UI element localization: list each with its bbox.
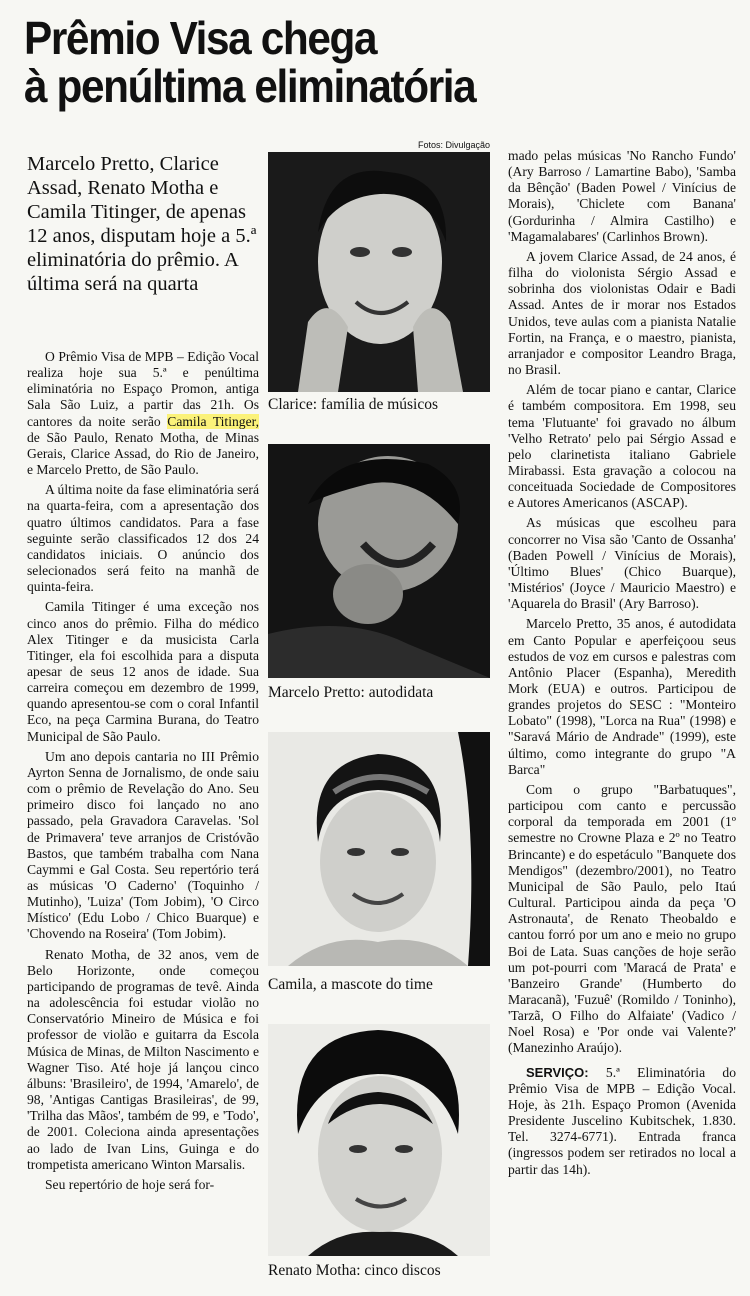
col1-paragraph-3: Camila Titinger é uma exceção nos cinco anos do prêmio. Filha do médico Alex Titinger e da musicista Carla Titinger, ela foi escolhida para a disputa apesar de seus 12 anos de idade. Sua carreira começou em dezembro de 1999, quando apresentou-se com o coral Infantil Eco, na peça Carmina Burana, do Teatro Municipal de São Paulo. bbox=[27, 599, 259, 744]
renato-portrait-image bbox=[268, 1024, 490, 1256]
photo-credit: Fotos: Divulgação bbox=[418, 140, 491, 150]
col3-paragraph-6: Com o grupo "Barbatuques", participou com canto e percussão corporal da temporada em 2001 (1º semestre no Crowne Plaza e 2º no Teatro Brincante) e do espetáculo "Banquete dos Mendigos" (dezembro/2001), no Teatro Municipal de São Paulo, pelo Itaú Cultural. Participou ainda da peça 'O Astronauta', de Renato Theobaldo e cantou forró por um ano e meio no grupo Boi de Lata. Suas canções de hoje serão um pot-pourri com 'Maracá de Prata' e 'Banzeiro Grande' (Humberto do Maracanã), 'Fuzuê' (Romildo / Toninho), 'Tarzã, O Filho do Alfaiate' (Vadico / Noel Rosa) e 'Por onde vai Valente?' (Manezinho Araújo). bbox=[508, 781, 736, 1056]
caption-clarice: Clarice: família de músicos bbox=[268, 396, 439, 413]
caption-renato: Renato Motha: cinco discos bbox=[268, 1262, 441, 1279]
col1-p1-text-end: de São Paulo, Renato Motha, de Minas Gerais, Clarice Assad, do Rio de Janeiro, e Marcelo Pretto, de São Paulo. bbox=[27, 429, 259, 478]
col3-paragraph-4: As músicas que escolheu para concorrer no Visa são 'Canto de Ossanha' (Baden Powell / Vinícius de Morais), 'Último Blues' (Chico Buarque), 'Mistérios' (Joyce / Mauricio Maestro) e 'Aquarela do Brasil' (Ary Barroso). bbox=[508, 515, 736, 612]
photo-renato bbox=[268, 1024, 490, 1256]
caption-camila: Camila, a mascote do time bbox=[268, 976, 433, 993]
col3-paragraph-3: Além de tocar piano e cantar, Clarice é também compositora. Em 1998, seu tema 'Flutuante' foi gravado no álbum 'Velho Retrato' pelo pai Sérgio Assad e pelo clarinetista italiano Gabriele Mirabassi. Esta gravação a colocou na conceituada Sociedade de Compositores e Autores Americanos (ASCAP). bbox=[508, 382, 736, 511]
clarice-portrait-image bbox=[268, 152, 490, 392]
caption-marcelo: Marcelo Pretto: autodidata bbox=[268, 684, 434, 701]
col1-paragraph-4: Um ano depois cantaria no III Prêmio Ayrton Senna de Jornalismo, de onde saiu com o prêmio de Revelação do Ano. Seu primeiro disco foi lançado no ano passado, pela Gravadora Caravelas. 'Sol de Primavera' teve arranjos de Cristóvão Bastos, que também trabalha com Nana Caymmi e Gal Costa. Seu repertório terá as músicas 'O Caderno' (Toquinho / Mutinho), 'Luiza' (Tom Jobim), 'O Circo Místico' (Edu Lobo / Chico Buarque) e 'Chovendo na Roseira' (Tom Jobim). bbox=[27, 748, 259, 942]
marcelo-portrait-image bbox=[268, 444, 490, 678]
col1-paragraph-1 bbox=[27, 349, 259, 478]
col3-paragraph-1: mado pelas músicas 'No Rancho Fundo' (Ary Barroso / Lamartine Babo), 'Samba da Bênção' (Baden Powel / Vinícius de Morais), 'Chiclete com Banana' (Gordurinha / Almira Castilho) e 'Magamalabares' (Carlinhos Brown). bbox=[508, 148, 736, 244]
photo-camila bbox=[268, 732, 490, 966]
subhead: Marcelo Pretto, Clarice Assad, Renato Motha e Camila Titinger, de apenas 12 anos, disputam hoje a 5.ª eliminatória do prêmio. A última será na quarta bbox=[27, 153, 257, 295]
servico-label: SERVIÇO: bbox=[526, 1064, 589, 1080]
col1-paragraph-6: Seu repertório de hoje será for- bbox=[45, 1176, 215, 1192]
highlighted-name: Camila Titinger, bbox=[167, 413, 259, 429]
headline-line-2: à penúltima eliminatória bbox=[24, 60, 476, 112]
article-column-3 bbox=[508, 148, 736, 1182]
article-column-1 bbox=[27, 349, 259, 1197]
col1-paragraph-2: A última noite da fase eliminatória será na quarta-feira, com a apresentação dos quatro últimos candidatos. Para a fase seguinte serão classificados 12 dos 24 candidatos iniciais. O anúncio dos selecionados será feito na manhã de quinta-feira. bbox=[27, 482, 259, 595]
headline bbox=[24, 14, 686, 110]
col3-paragraph-2: A jovem Clarice Assad, de 24 anos, é filha do violonista Sérgio Assad e sobrinha dos violonistas Odair e Badi Assad. Antes de ir morar nos Estados Unidos, teve aulas com a pianista Natalie Fortin, na França, e o maestro, pianista, arranjador e compositor Leandro Braga, no Brasil. bbox=[508, 248, 736, 378]
col1-paragraph-5: Renato Motha, de 32 anos, vem de Belo Horizonte, onde começou participando de programas de tevê. Ainda na adolescência foi estudar violão no Conservatório Mineiro de Música e foi professor de violão e guitarra da Escola Música de Minas, de Milton Nascimento e Wagner Tiso. Até hoje já lançou cinco álbuns: 'Brasileiro', de 1994, 'Amarelo', de 98, 'Antigas Cantigas Brasileiras', de 99, 'Trilha das Mãos', também de 99, e 'Todo', de 2001. Coleciona ainda apresentações ao lado de Ivan Lins, Guinga e do trompetista americano Winton Marsalis. bbox=[27, 946, 259, 1172]
col3-paragraph-5: Marcelo Pretto, 35 anos, é autodidata em Canto Popular e aperfeiçoou seus estudos de voz em cursos e palestras com Antônio Placer (Espanha), Meredith Mork (EUA) e outros. Participou de grandes projetos do SESC : "Monteiro Lobato" (1998), "Lorca na Rua" (1998) e "Saravá Mário de Andrade" (1999), este último, como integrante do grupo "A Barca" bbox=[508, 616, 736, 777]
photo-clarice bbox=[268, 152, 490, 392]
col1-p1-text: O Prêmio Visa de MPB – Edição Vocal realiza hoje sua 5.ª e penúltima eliminatória no Espaço Promon, antiga Sala São Luiz, a partir das 21h. Os cantores da noite serão bbox=[27, 349, 259, 429]
photo-marcelo bbox=[268, 444, 490, 678]
servico-text: 5.ª Eliminatória do Prêmio Visa de MPB – Edição Vocal. Hoje, às 21h. Espaço Promon (Avenida Presidente Juscelino Kubitschek, 1.830. Tel. 3274-6771). Entrada franca (ingressos podem ser retirados no local a partir das 14h). bbox=[508, 1064, 736, 1177]
camila-portrait-image bbox=[268, 732, 490, 966]
servico-box bbox=[508, 1065, 736, 1178]
headline-line-1: Prêmio Visa chega bbox=[24, 12, 377, 64]
